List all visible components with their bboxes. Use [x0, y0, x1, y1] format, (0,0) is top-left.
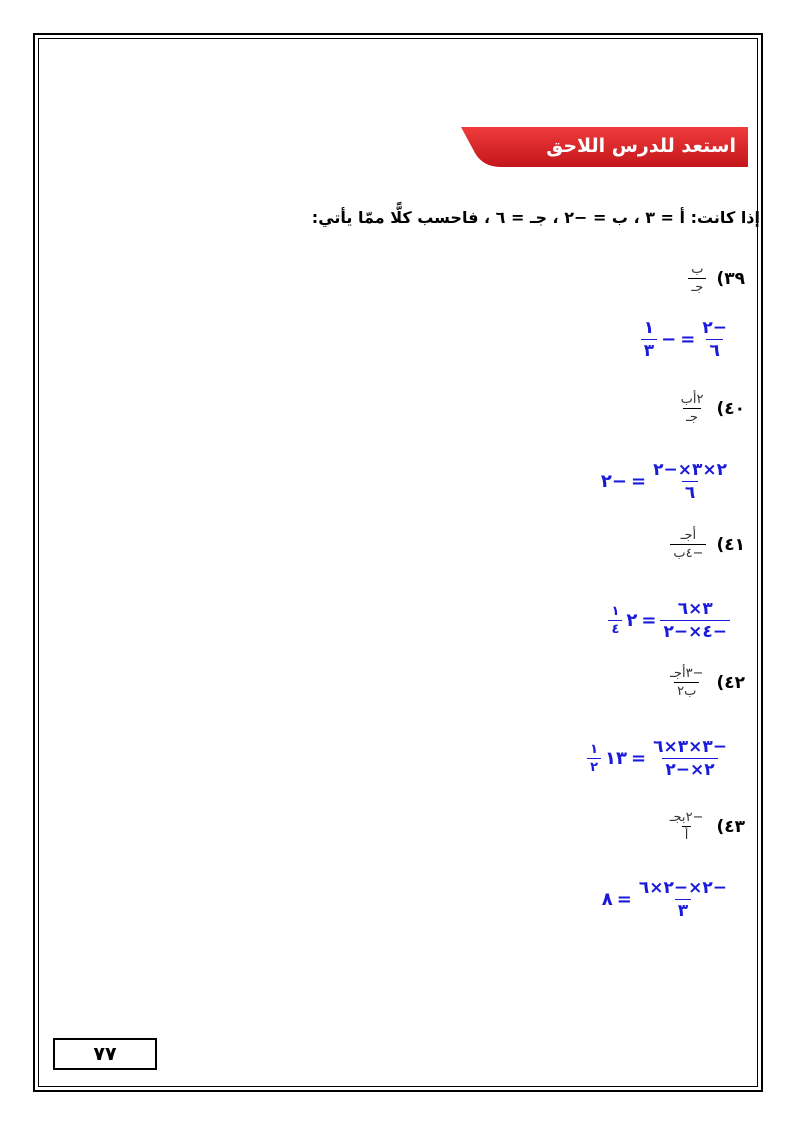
answer-fraction: $\frac{٢\times ٣\times-٢}{٦}$: [653, 460, 727, 503]
problem-number: ٣٩): [716, 268, 745, 289]
equals-sign: =: [680, 329, 696, 350]
answer-42: [587, 737, 730, 780]
problem-42: [667, 666, 745, 699]
answer-fraction: $\frac{-٣\times ٣\times ٦}{٢\times-٢}$: [653, 737, 727, 780]
page-inner-border: [38, 38, 758, 1087]
equals-sign: =: [641, 610, 657, 631]
page-number: ٧٧: [53, 1038, 157, 1070]
equals-sign: =: [630, 471, 647, 492]
problem-expression: $\frac{\text{أجـ}}{\text{−٤ب}}$: [670, 528, 706, 561]
problem-expression: $\frac{\text{−٣أجـ}}{\text{ب٢}}$: [670, 666, 704, 699]
answer-41: [608, 599, 730, 642]
problem-number: ٤١): [716, 534, 745, 555]
equals-sign: =: [630, 748, 647, 769]
equals-sign: =: [616, 889, 632, 910]
problem-39: [688, 262, 745, 295]
problem-number: ٤٣): [716, 816, 745, 837]
result-fraction: $\frac{١}{٤}$: [608, 604, 622, 637]
problem-43: [667, 810, 745, 843]
problem-41: [670, 528, 745, 561]
result-value: ٨: [601, 889, 613, 910]
answer-fraction: $\frac{-٢\times-٢\times ٦}{٣}$: [638, 878, 727, 921]
result-whole: ١٣: [605, 748, 627, 769]
result-value: −٢: [600, 471, 627, 492]
section-title: استعد للدرس اللاحق: [546, 135, 736, 157]
answer-fraction: $\frac{-٢}{٦}$: [702, 318, 727, 361]
problem-number: ٤٠): [716, 398, 745, 419]
answer-43: [602, 878, 730, 921]
problem-expression: $\frac{\text{−٢بجـ}}{\text{أ}}$: [669, 810, 704, 843]
intro-text: إذا كانت: أ = ٣ ، ب = −٢ ، جـ = ٦ ، فاحسب كلًّا ممّا يأتي:: [311, 208, 760, 227]
result-sign: −: [661, 329, 677, 350]
section-header-banner: [461, 127, 748, 167]
problem-number: ٤٢): [716, 672, 745, 693]
result-whole: ٢: [626, 610, 638, 631]
answer-39: [641, 318, 730, 361]
result-fraction: $\frac{١}{٣}$: [641, 318, 657, 361]
problem-expression: $\frac{\text{ب}}{\text{جـ}}$: [688, 262, 706, 295]
answer-40: [601, 460, 730, 503]
answer-fraction: $\frac{٣\times ٦}{-٤\times-٢}$: [660, 599, 730, 642]
result-fraction: $\frac{١}{٢}$: [587, 742, 601, 775]
problem-40: [678, 392, 745, 425]
problem-expression: $\frac{\text{٢أب}}{\text{جـ}}$: [680, 392, 704, 425]
